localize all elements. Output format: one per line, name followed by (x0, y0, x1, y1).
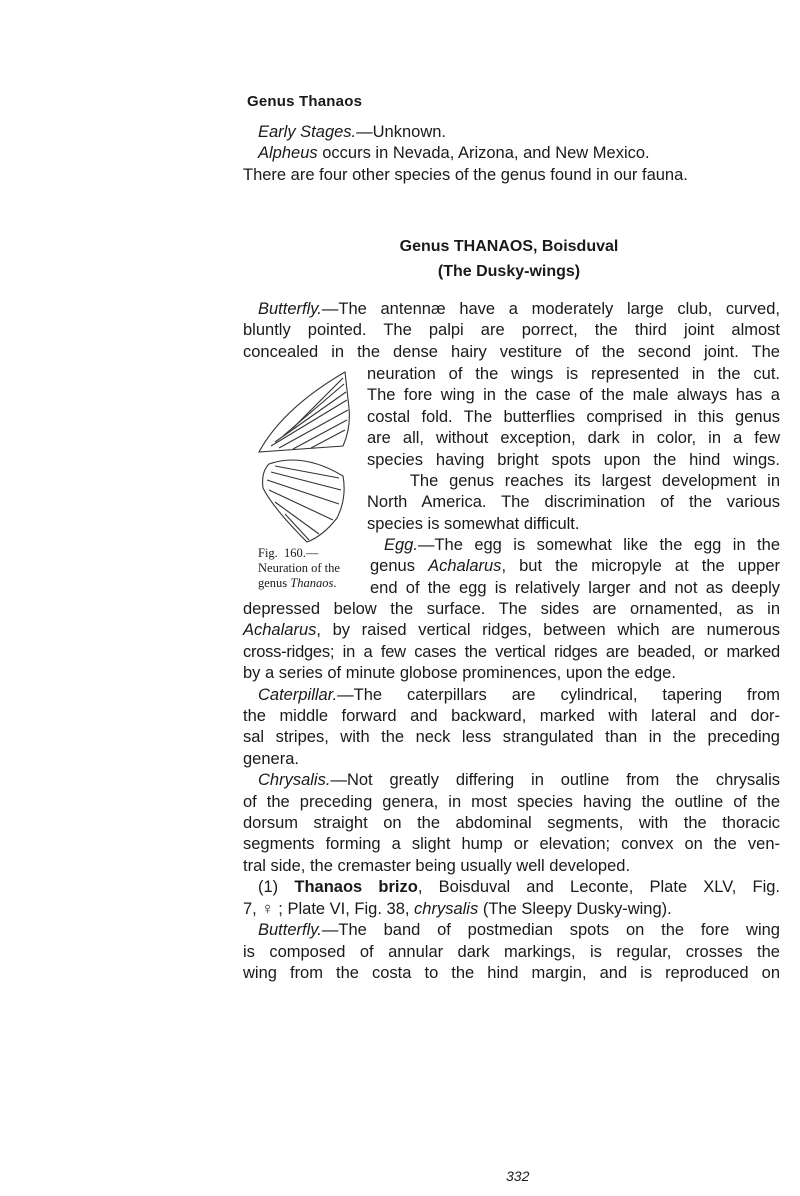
fauna-line: There are four other species of the genus found in our fauna. (243, 165, 688, 184)
early-stages-label: Early Stages. (258, 123, 357, 141)
figure-caption: Fig. 160.— Neuration of the genus Thanaos. (258, 546, 340, 590)
wing-diagram (253, 368, 361, 544)
fore-wing (259, 372, 349, 452)
page-number: 332 (506, 1168, 530, 1184)
caterpillar-label: Caterpillar. (258, 685, 338, 704)
wrapped-text: neuration of the wings is represented in the cut. The fore wing in the case of the male always has a costal fold. The butterflies comprised in this genus are all, without exception, dark in color, in a few species having bright spots upon the hind wings. The genus reaches its largest development in North America. The discrimination of the various species is somewhat difficult. (367, 365, 780, 533)
lower-text: depressed below the surface. The sides are ornamented, as in Achalarus, by raised vertical ridges, between which are numerous cross-ridges; in a few cases the vertical ridges are beaded, or marked by a series of minute globose prominences, upon the edge. Caterpillar.—The caterpillars are cylindrical, tapering from the middle forward and backward, marked with lateral and dor- sal stripes, with the neck less strangulated than in the preceding genera. Chrysalis.—Not greatly differing in outline from the chrysalis of the preceding genera, in most species having the outline of the dorsum straight on the abdominal segments, with the thoracic segments forming a slight hump or elevation; convex on the ven- tral side, the cremaster being usually well developed. (1) Thanaos brizo, Boisduval and Leconte, Plate XLV, Fig. 7, ♀ ; Plate VI, Fig. 38, chrysalis (The Sleepy Dusky-wing). Butterfly.—The band of postmedian spots on the fore wing is composed of annular dark markings, is regular, crosses the wing from the costa to the hind margin, and is reproduced on (243, 600, 781, 982)
caterpillar-paragraph: Caterpillar.—The caterpillars are cylindrical, tapering from (258, 685, 780, 704)
egg-paragraph: Egg.—The egg is somewhat like the egg in the genus Achalarus, but the micropyle at the upper end of the egg is relatively larger and not as deeply (370, 536, 780, 597)
butterfly2-paragraph: Butterfly.—The band of postmedian spots on the fore wing (258, 921, 780, 940)
chrysalis-label: Chrysalis. (258, 771, 331, 790)
intro-block (243, 122, 780, 186)
running-header: Genus Thanaos (247, 93, 363, 110)
alpheus-name: Alpheus (258, 144, 318, 163)
butterfly-paragraph: Butterfly.—The antennæ have a moderately large club, curved, bluntly pointed. The palpi are porrect, the third joint almost concealed in the dense hairy vestiture of the second joint. The (243, 300, 780, 361)
butterfly2-label: Butterfly. (258, 921, 322, 940)
section-heading (248, 236, 770, 283)
butterfly-label: Butterfly. (258, 300, 322, 318)
alpheus-line: Alpheus occurs in Nevada, Arizona, and New Mexico. (258, 144, 650, 163)
egg-label: Egg. (384, 536, 418, 554)
hind-wing (263, 460, 345, 542)
species-name: Thanaos brizo (294, 878, 418, 897)
chrysalis-paragraph: Chrysalis.—Not greatly differing in outline from the chrysalis (258, 771, 780, 790)
early-stages-line: Early Stages.—Unknown. (258, 123, 447, 141)
species-heading: (1) Thanaos brizo, Boisduval and Leconte, Plate XLV, Fig. (258, 878, 781, 897)
wing-neuration-figure (253, 368, 361, 544)
section-title: Genus THANAOS, Boisduval (399, 238, 619, 255)
section-subtitle: (The Dusky-wings) (437, 263, 581, 281)
